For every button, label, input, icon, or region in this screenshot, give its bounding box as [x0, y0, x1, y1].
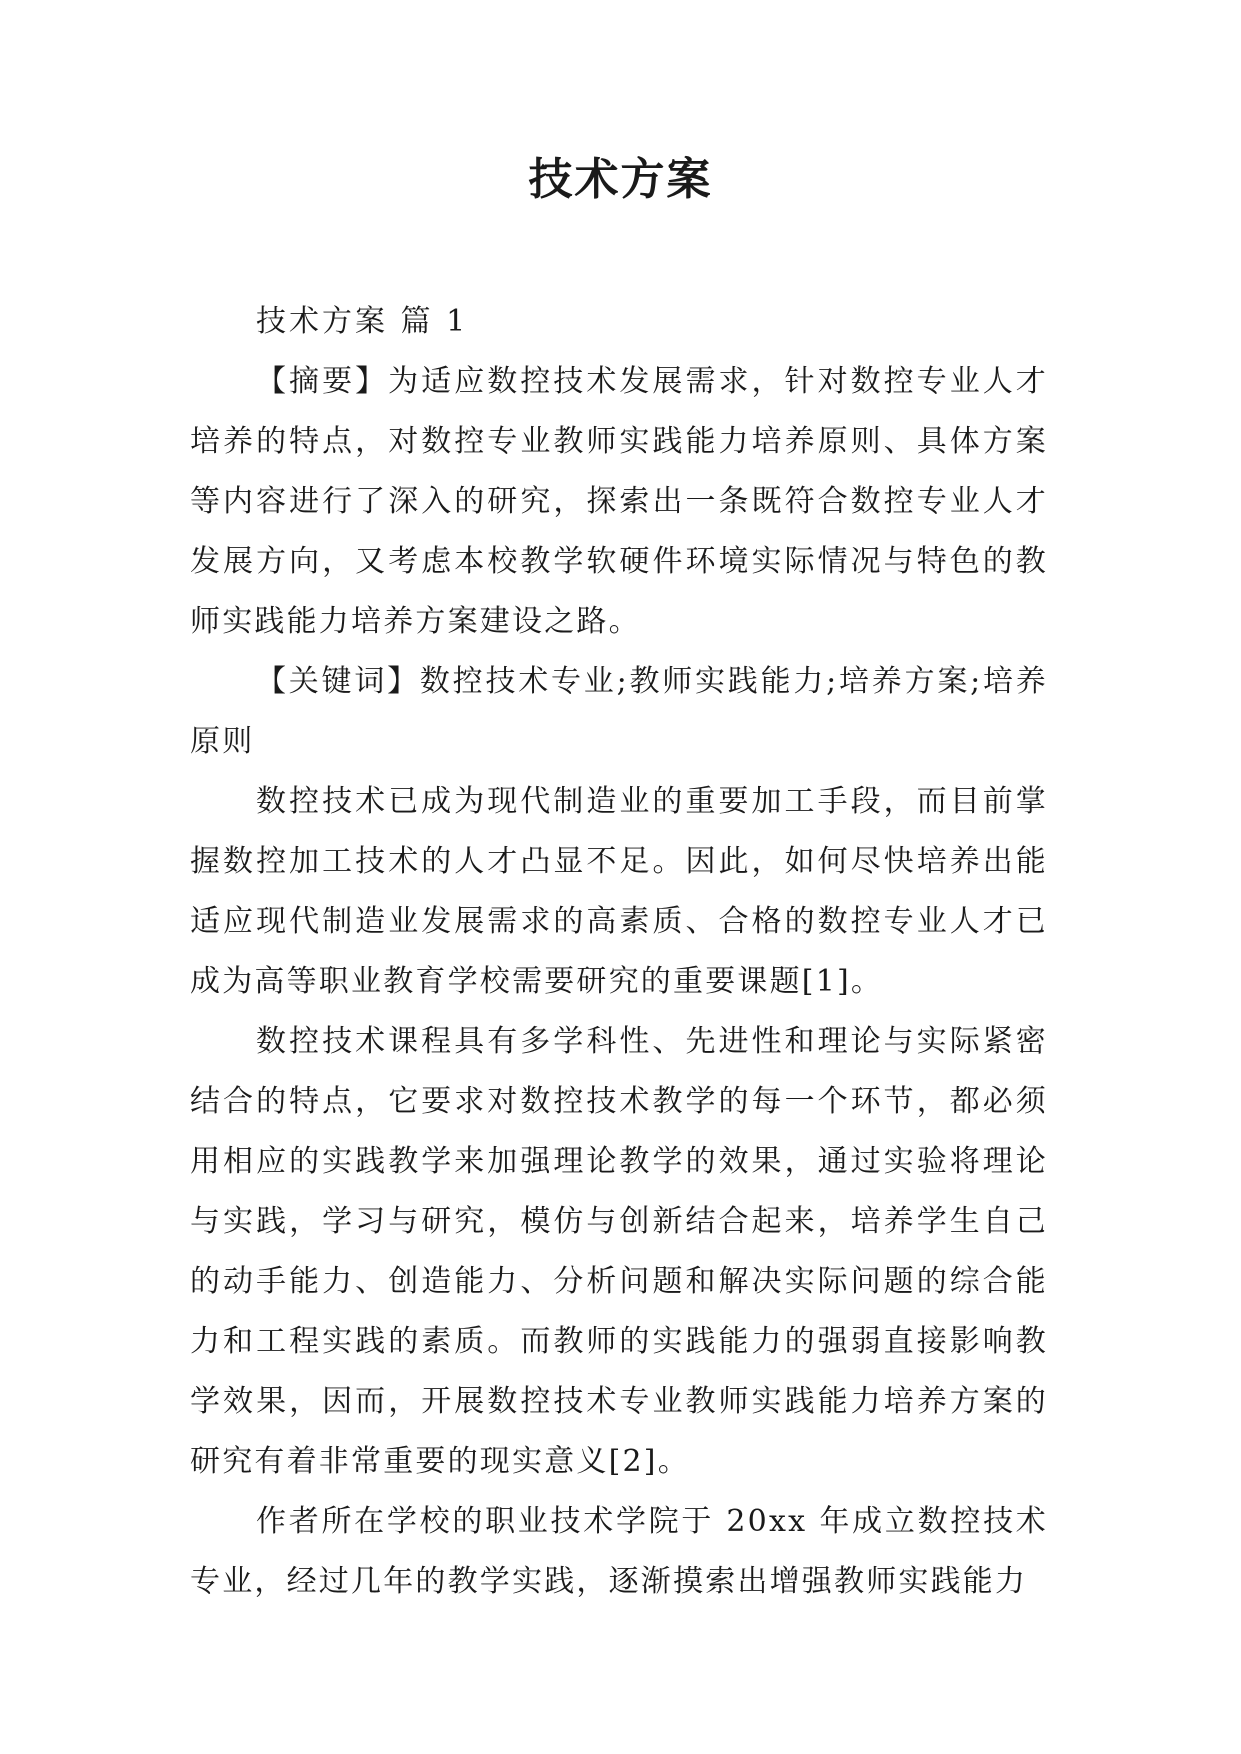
document-title: 技术方案: [528, 154, 713, 205]
body-paragraph: 数控技术已成为现代制造业的重要加工手段，而目前掌握数控加工技术的人才凸显不足。因此，如何尽快培养出能适应现代制造业发展需求的高素质、合格的数控专业人才已成为高等职业教育学校需要研究的重要课题[1]。: [190, 784, 1048, 999]
body-paragraph: 数控技术课程具有多学科性、先进性和理论与实际紧密结合的特点，它要求对数控技术教学的每一个环节，都必须用相应的实践教学来加强理论教学的效果，通过实验将理论与实践，学习与研究，模仿与创新结合起来，培养学生自己的动手能力、创造能力、分析问题和解决实际问题的综合能力和工程实践的素质。而教师的实践能力的强弱直接影响教学效果，因而，开展数控技术专业教师实践能力培养方案的研究有着非常重要的现实意义[2]。: [190, 1024, 1048, 1479]
keywords-paragraph: 【关键词】数控技术专业;教师实践能力;培养方案;培养原则: [190, 664, 1048, 759]
body-paragraph: 作者所在学校的职业技术学院于 20xx 年成立数控技术专业，经过几年的教学实践，逐渐摸索出增强教师实践能力: [190, 1504, 1048, 1599]
abstract-paragraph: 【摘要】为适应数控技术发展需求，针对数控专业人才培养的特点，对数控专业教师实践能力培养原则、具体方案等内容进行了深入的研究，探索出一条既符合数控专业人才发展方向，又考虑本校教学软硬件环境实际情况与特色的教师实践能力培养方案建设之路。: [190, 364, 1048, 639]
section-heading: 技术方案 篇 1: [256, 304, 469, 339]
document-body: [190, 292, 1048, 1612]
